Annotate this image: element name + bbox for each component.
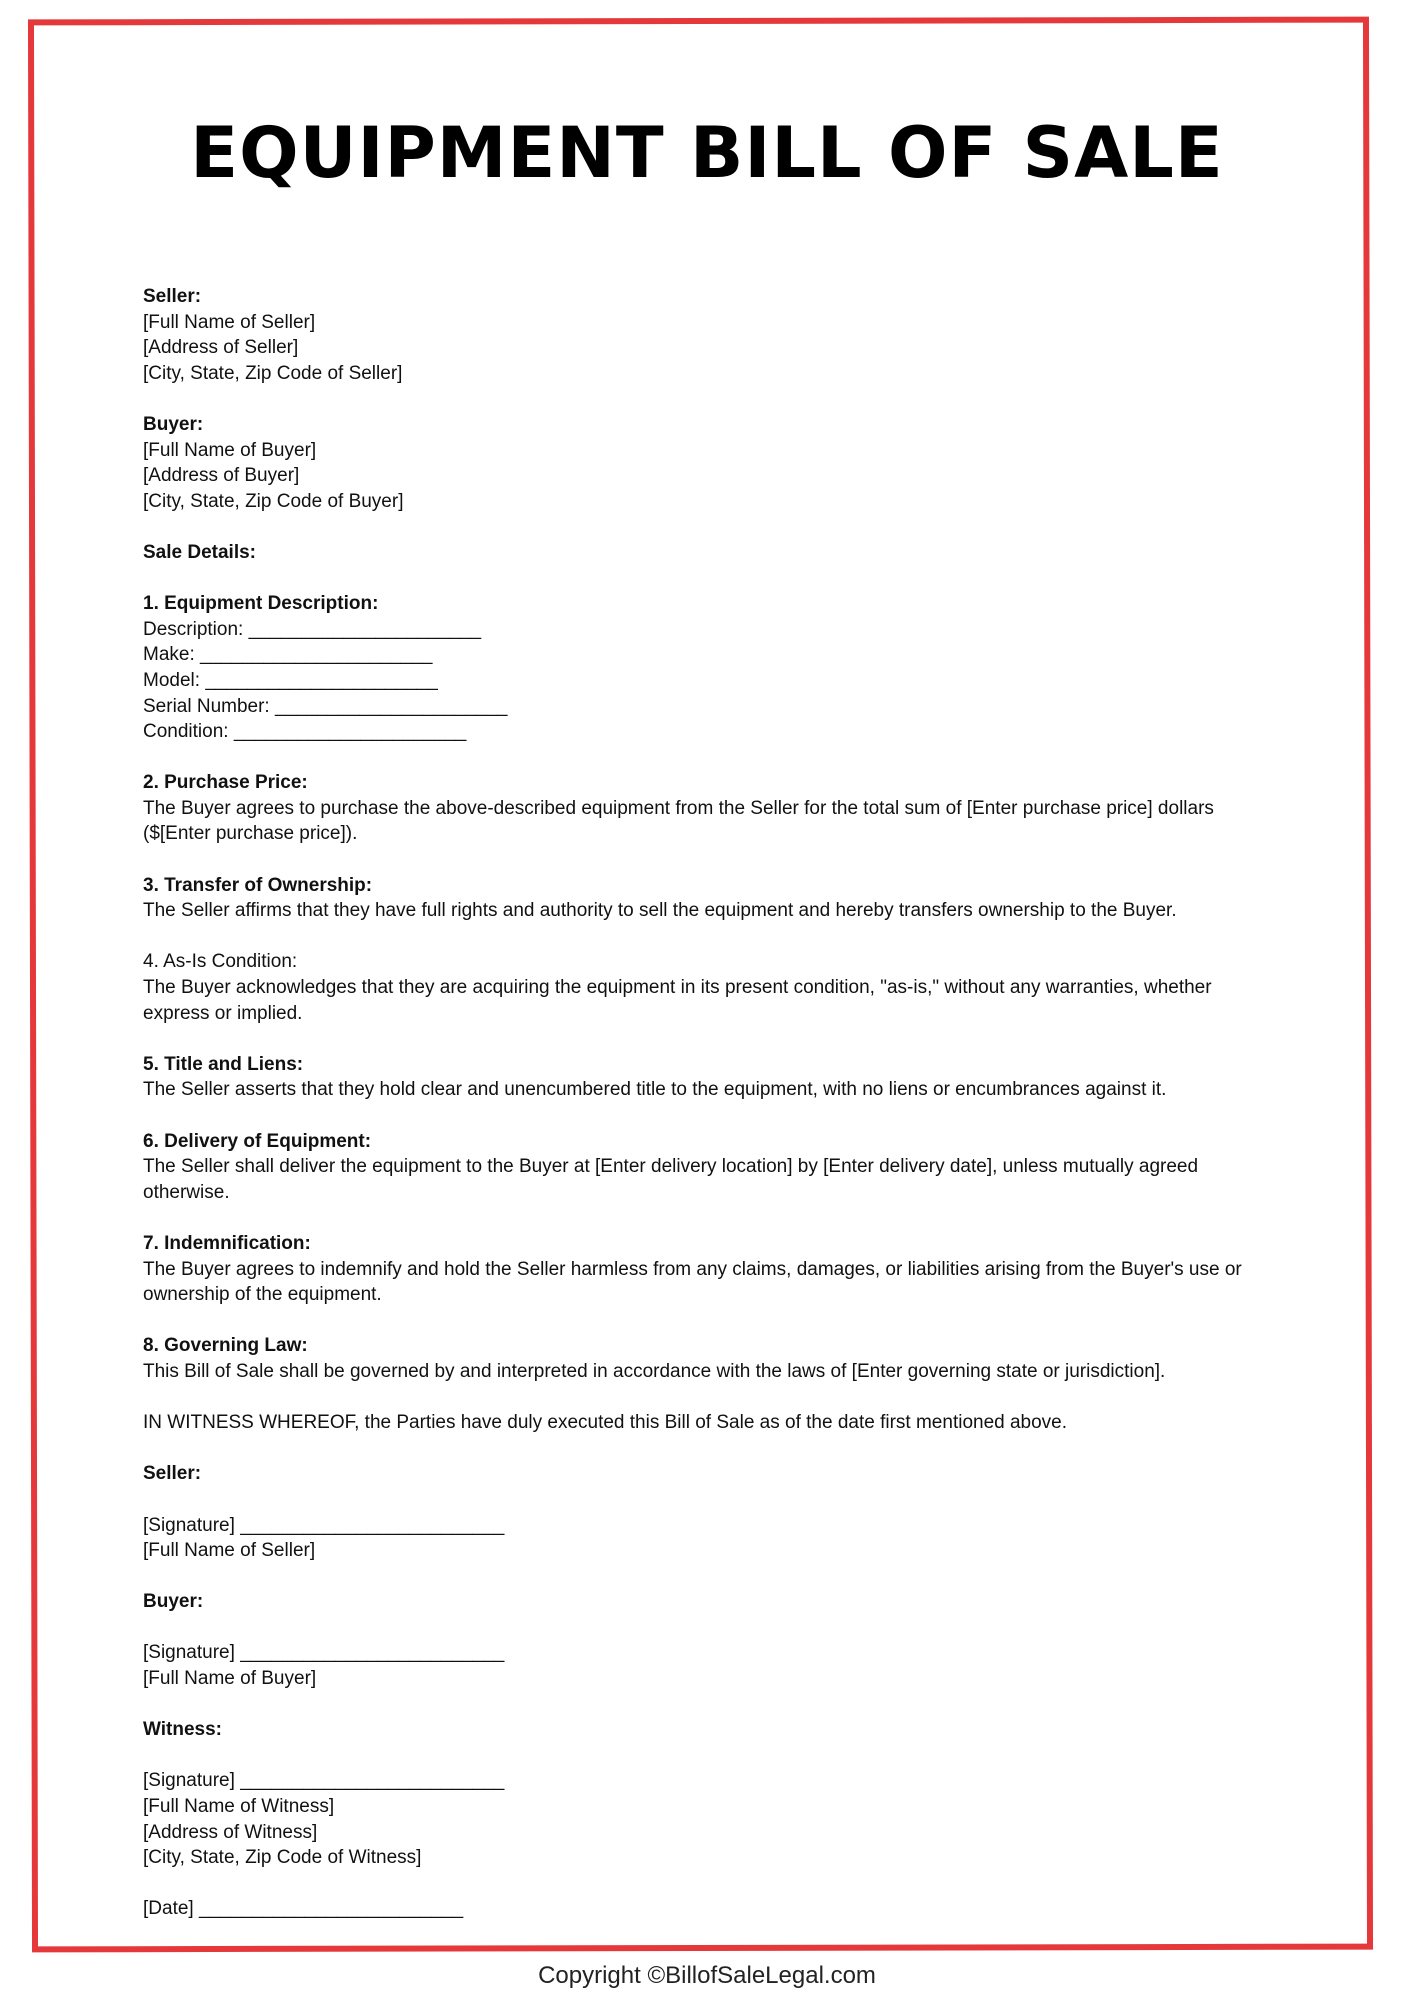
title-liens-body: The Seller asserts that they hold clear and unencumbered title to the equipment, with no liens or encumbrances against it.	[143, 1079, 1167, 1101]
equipment-description-field[interactable]	[143, 617, 1273, 643]
date-blank: _________________________	[198, 1898, 464, 1920]
as-is-body: The Buyer acknowledges that they are acquiring the equipment in its present condition, "as-is," without any warranties, whether express or implied.	[143, 977, 1212, 1024]
field-label: Make:	[143, 644, 195, 666]
field-label: Serial Number:	[143, 695, 270, 717]
field-blank: ______________________	[205, 669, 438, 691]
seller-address: [Address of Seller]	[143, 337, 299, 359]
signature-label: [Signature]	[143, 1642, 235, 1664]
date-label: [Date]	[143, 1898, 194, 1920]
buyer-address: [Address of Buyer]	[143, 465, 300, 487]
copyright-footer: Copyright ©BillofSaleLegal.com	[538, 1962, 876, 1989]
signature-blank: _________________________	[240, 1514, 505, 1536]
delivery-body: The Seller shall deliver the equipment to the Buyer at [Enter delivery location] by [Enter delivery date], unless mutually agreed otherwise.	[143, 1156, 1199, 1203]
buyer-city: [City, State, Zip Code of Buyer]	[143, 490, 404, 512]
transfer-ownership-body: The Seller affirms that they have full rights and authority to sell the equipment and hereby transfers ownership to the Buyer.	[143, 900, 1177, 922]
witness-address: [Address of Witness]	[143, 1821, 318, 1843]
equipment-condition-field[interactable]	[143, 719, 1273, 745]
purchase-price-body: The Buyer agrees to purchase the above-described equipment from the Seller for the total sum of [Enter purchase price] dollars ($[Enter purchase price]).	[143, 797, 1214, 845]
buyer-signature-heading: Buyer:	[143, 1591, 204, 1613]
field-label: Model:	[143, 669, 201, 691]
buyer-name: [Full Name of Buyer]	[143, 439, 317, 461]
as-is-heading: 4. As-Is Condition:	[143, 951, 298, 973]
buyer-signature-line[interactable]	[143, 1640, 1273, 1666]
buyer-signature-name: [Full Name of Buyer]	[143, 1668, 317, 1690]
seller-city: [City, State, Zip Code of Seller]	[143, 362, 403, 384]
signature-label: [Signature]	[143, 1514, 235, 1536]
buyer-heading: Buyer:	[143, 413, 204, 435]
seller-heading: Seller:	[143, 286, 202, 307]
witness-statement: IN WITNESS WHEREOF, the Parties have duly executed this Bill of Sale as of the date first mentioned above.	[143, 1412, 1068, 1434]
delivery-heading: 6. Delivery of Equipment:	[143, 1130, 372, 1152]
indemnification-body: The Buyer agrees to indemnify and hold the Seller harmless from any claims, damages, or liabilities arising from the Buyer's use or ownership of the equipment.	[143, 1258, 1242, 1306]
field-blank: ______________________	[200, 644, 433, 666]
title-liens-heading: 5. Title and Liens:	[143, 1053, 304, 1075]
field-blank: ______________________	[275, 695, 508, 717]
transfer-ownership-heading: 3. Transfer of Ownership:	[143, 874, 373, 896]
field-label: Condition:	[143, 721, 229, 743]
date-line[interactable]	[143, 1896, 1273, 1922]
equipment-model-field[interactable]	[143, 668, 1273, 694]
signature-label: [Signature]	[143, 1770, 235, 1792]
document-title: EQUIPMENT BILL OF SALE	[190, 112, 1224, 194]
signature-blank: _________________________	[240, 1770, 505, 1792]
field-blank: ______________________	[233, 721, 467, 743]
witness-name: [Full Name of Witness]	[143, 1796, 335, 1818]
equipment-make-field[interactable]	[143, 642, 1273, 668]
governing-law-body: This Bill of Sale shall be governed by and interpreted in accordance with the laws of [Enter governing state or jurisdiction].	[143, 1360, 1166, 1382]
seller-name: [Full Name of Seller]	[143, 311, 316, 333]
field-blank: ______________________	[248, 618, 482, 640]
sale-details-heading: Sale Details:	[143, 541, 256, 563]
witness-heading: Witness:	[143, 1719, 223, 1741]
seller-signature-heading: Seller:	[143, 1463, 202, 1485]
seller-signature-name: [Full Name of Seller]	[143, 1540, 316, 1562]
governing-law-heading: 8. Governing Law:	[143, 1335, 308, 1357]
purchase-price-heading: 2. Purchase Price:	[143, 772, 308, 794]
seller-signature-line[interactable]	[143, 1513, 1273, 1539]
equipment-heading: 1. Equipment Description:	[143, 593, 379, 615]
equipment-serial-field[interactable]	[143, 694, 1273, 720]
field-label: Description:	[143, 618, 244, 640]
witness-city: [City, State, Zip Code of Witness]	[143, 1847, 422, 1869]
witness-signature-line[interactable]	[143, 1768, 1273, 1794]
signature-blank: _________________________	[240, 1642, 505, 1664]
document-body	[143, 284, 1273, 1922]
indemnification-heading: 7. Indemnification:	[143, 1232, 311, 1254]
